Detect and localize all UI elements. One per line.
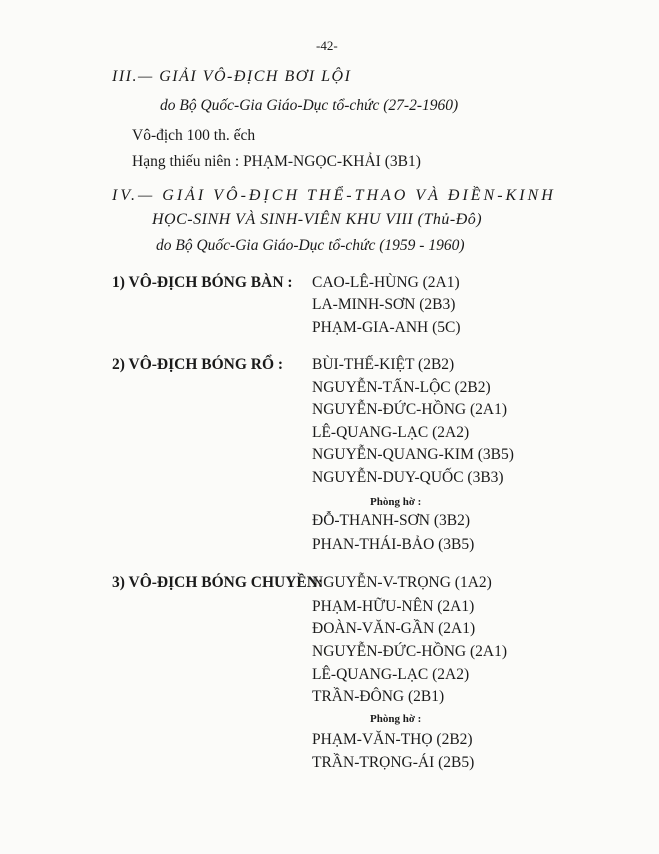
section-3-organizer: do Bộ Quốc-Gia Giáo-Dục tổ-chức (27-2-1960): [160, 97, 459, 114]
section-3-event: Vô-địch 100 th. ếch: [132, 127, 256, 144]
reserve-player: PHAN-THÁI-BẢO (3B5): [312, 536, 475, 553]
player: NGUYỄN-ĐỨC-HỒNG (2A1): [312, 401, 507, 418]
section-4-organizer: do Bộ Quốc-Gia Giáo-Dục tổ-chức (1959 - 1960): [156, 237, 465, 254]
player: ĐOÀN-VĂN-GẦN (2A1): [312, 620, 476, 637]
reserve-label: Phòng hờ :: [370, 496, 422, 508]
reserve-player: PHẠM-VĂN-THỌ (2B2): [312, 731, 473, 748]
section-4-heading-line2: HỌC-SINH VÀ SINH-VIÊN KHU VIII (Thủ-Đô): [152, 211, 483, 228]
reserve-label: Phòng hờ :: [370, 713, 422, 725]
player: PHẠM-GIA-ANH (5C): [312, 319, 461, 336]
page-number: -42-: [316, 38, 338, 53]
section-3-heading: III.— GIẢI VÔ-ĐỊCH BƠI LỘI: [112, 68, 352, 85]
winner-name: PHẠM-NGỌC-KHẢI (3B1): [243, 153, 421, 170]
section-4-heading-line1: IV.— GIẢI VÔ-ĐỊCH THỂ-THAO VÀ ĐIỀN-KINH: [112, 187, 556, 204]
reserve-player: TRẦN-TRỌNG-ÁI (2B5): [312, 754, 475, 771]
player: NGUYỄN-V-TRỌNG (1A2): [312, 574, 492, 591]
player: LA-MINH-SƠN (2B3): [312, 296, 456, 313]
player: CAO-LÊ-HÙNG (2A1): [312, 274, 460, 291]
player: LÊ-QUANG-LẠC (2A2): [312, 666, 470, 683]
player: NGUYỄN-QUANG-KIM (3B5): [312, 446, 514, 463]
player: NGUYỄN-TẤN-LỘC (2B2): [312, 379, 491, 396]
event-title-basketball: 2) VÔ-ĐỊCH BÓNG RỔ :: [112, 356, 284, 373]
player: BÙI-THẾ-KIỆT (2B2): [312, 356, 455, 373]
category-label: Hạng thiếu niên :: [132, 153, 240, 170]
section-3-winner-line: [132, 153, 421, 171]
reserve-player: ĐỖ-THANH-SƠN (3B2): [312, 512, 470, 529]
event-title-volleyball: 3) VÔ-ĐỊCH BÓNG CHUYỀN:: [112, 574, 324, 591]
event-title-table-tennis: 1) VÔ-ĐỊCH BÓNG BÀN :: [112, 274, 293, 291]
player: NGUYỄN-ĐỨC-HỒNG (2A1): [312, 643, 507, 660]
player: NGUYỄN-DUY-QUỐC (3B3): [312, 469, 504, 486]
player: TRẦN-ĐÔNG (2B1): [312, 688, 445, 705]
player: LÊ-QUANG-LẠC (2A2): [312, 424, 470, 441]
player: PHẠM-HỮU-NÊN (2A1): [312, 598, 475, 615]
